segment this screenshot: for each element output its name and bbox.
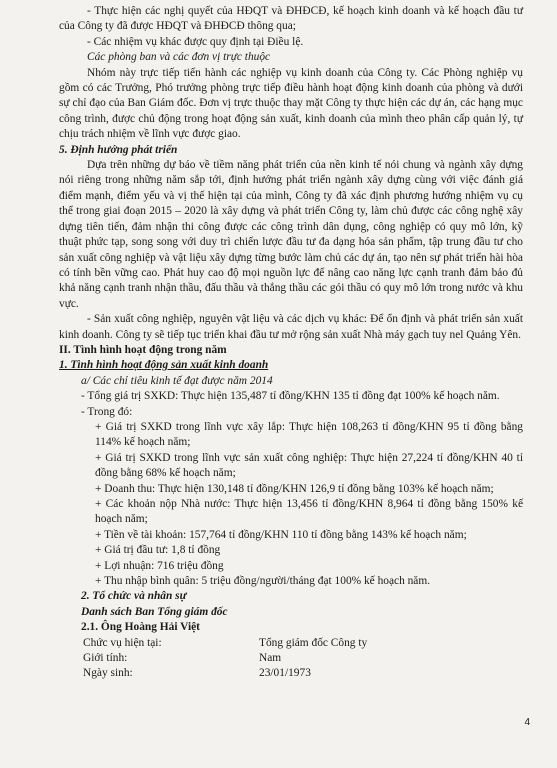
person-info-table (59, 636, 523, 682)
person-info-row (83, 666, 523, 681)
info-value: Tổng giám đốc Công ty (259, 636, 368, 649)
item-profit: + Lợi nhuận: 716 triệu đồng (95, 559, 224, 572)
item-industrial-value: + Giá trị SXKD trong lĩnh vực sản xuất công nghiệp: Thực hiện 27,224 tỉ đồng/KHN 40 tỉ đồng bằng 68% kế hoạch năm; (95, 451, 523, 480)
item-total-production-value: - Tổng giá trị SXKD: Thực hiện 135,487 tỉ đồng/KHN 135 tỉ đồng đạt 100% kế hoạch năm. (81, 390, 500, 403)
paragraph-development: Dựa trên những dự báo về tiềm năng phát triển của nền kinh tế nói chung và ngành xây dựng nói riêng trong những năm sắp tới, định hướng phát triển ngành xây dựng cùng với việc đánh giá điểm mạnh, điểm yếu và vị thế hiện tại của mình, Công ty đã xác định phương hướng nhiệm vụ cụ thể trong giai đoạn 2015 – 2020 là xây dựng và phát triển Công ty, làm chủ được các công nghệ xây dựng tiên tiến, đảm nhận thi công được các công trình dân dụng, công nghiệp có quy mô lớn, kỹ thuật phức tạp, song song với duy trì chiến lược đầu tư đa dạng hóa sản phẩm, tập trung đầu tư cho sản xuất công nghiệp và vật liệu xây dựng từng bước làm chủ các dự án, tạo nên sự phát triển hài hòa có tính bền vững cao. Phát huy cao độ mọi nguồn lực để nâng cao năng lực cạnh tranh đảm bảo đủ khả năng cạnh tranh nhận thầu, đấu thầu và thắng thầu các gói thầu có quy mô lớn trong nước và khu vực. (59, 159, 523, 310)
item-revenue: + Doanh thu: Thực hiện 130,148 tỉ đồng/KHN 126,9 tỉ đồng bằng 103% kế hoạch năm; (95, 482, 494, 495)
person-info-row (83, 636, 523, 651)
paragraph-board-duties: - Thực hiện các nghị quyết của HĐQT và ĐHĐCĐ, kế hoạch kinh doanh và kế hoạch đầu tư của Công ty đã được HĐQT và ĐHĐCĐ thông qua; (59, 5, 523, 33)
subheading-departments: Các phòng ban và các đơn vị trực thuộc (87, 51, 271, 64)
item-account-receipts: + Tiền về tài khoản: 157,764 tỉ đồng/KHN 110 tỉ đồng bằng 143% kế hoạch năm; (95, 528, 467, 541)
info-label: Chức vụ hiện tại: (83, 636, 162, 649)
subheading-economic-targets: a/ Các chỉ tiêu kinh tế đạt được năm 2014 (81, 374, 273, 387)
item-average-income: + Thu nhập bình quân: 5 triệu đồng/người/tháng đạt 100% kế hoạch năm. (95, 575, 431, 588)
info-value: 23/01/1973 (259, 667, 311, 680)
info-label: Ngày sinh: (83, 667, 133, 680)
info-label: Giới tính: (83, 652, 128, 665)
heading-person-name: 2.1. Ông Hoàng Hải Việt (81, 621, 200, 634)
heading-business-performance: 1. Tình hình hoạt động sản xuất kinh doanh (59, 359, 269, 372)
heading-organization-personnel: 2. Tổ chức và nhân sự (81, 590, 187, 603)
paragraph-other-duties: - Các nhiệm vụ khác được quy định tại Điều lệ. (87, 35, 304, 48)
info-value: Nam (259, 652, 282, 665)
page-number: 4 (524, 716, 530, 728)
item-in-which: - Trong đó: (81, 405, 133, 418)
item-investment-value: + Giá trị đầu tư: 1,8 tỉ đồng (95, 544, 221, 557)
paragraph-industrial-production: - Sản xuất công nghiệp, nguyên vật liệu và các dịch vụ khác: Để ổn định và phát triển sản xuất kinh doanh. Công ty sẽ tiếp tục triển khai đầu tư mở rộng sản xuất Nhà máy gạch tuy nel Quảng Yên. (59, 313, 523, 341)
item-construction-value: + Giá trị SXKD trong lĩnh vực xây lắp: Thực hiện 108,263 tỉ đồng/KHN 95 tỉ đồng bằng 114% kế hoạch năm; (95, 420, 523, 449)
person-info-row (83, 651, 523, 666)
subheading-executive-board: Danh sách Ban Tổng giám đốc (81, 605, 228, 618)
heading-development-direction: 5. Định hướng phát triển (59, 143, 178, 156)
item-state-payments: + Các khoản nộp Nhà nước: Thực hiện 13,456 tỉ đồng/KHN 8,964 tỉ đồng bằng 150% kế hoạch năm; (95, 498, 523, 526)
heading-section-ii: II. Tình hình hoạt động trong năm (59, 343, 227, 356)
paragraph-departments: Nhóm này trực tiếp tiến hành các nghiệp vụ kinh doanh của Công ty. Các Phòng nghiệp vụ gồm có các Trưởng, Phó trưởng phòng trực tiếp điều hành hoạt động kinh doanh của phòng và dưới sự chỉ đạo của Ban Giám đốc. Đơn vị trực thuộc thay mặt Công ty thực hiện các dự án, các hạng mục công trình, được chủ động trong hoạt động sản xuất, kinh doanh của mình theo phân cấp quản lý, tự chịu trách nhiệm về lĩnh vực được giao. (59, 66, 523, 141)
